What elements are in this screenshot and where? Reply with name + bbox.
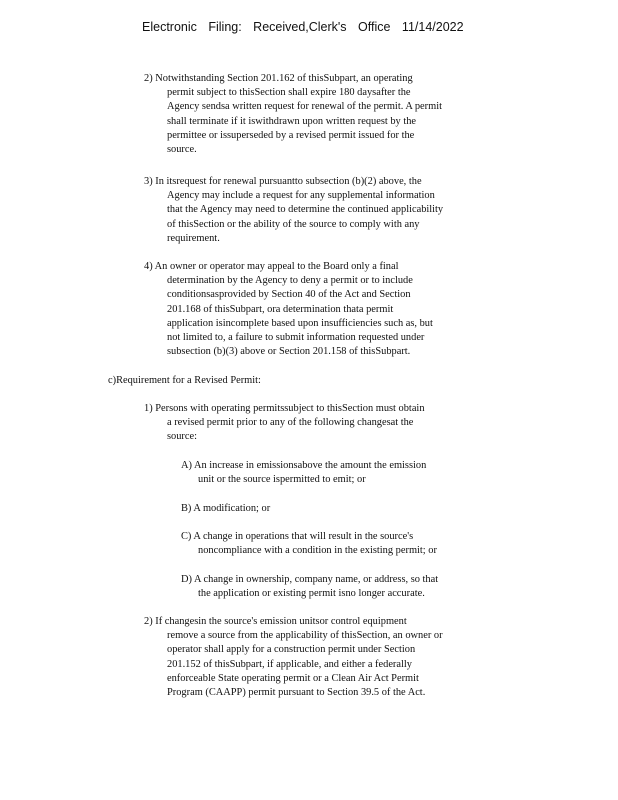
paragraph-b3 [144,175,443,246]
paragraph-b3-line: of thisSection or the ability of the source to comply with any [167,218,420,230]
subparagraph-c1c-line: noncompliance with a condition in the existing permit; or [198,545,437,557]
paragraph-b4-line: conditionsasprovided by Section 40 of the Act and Section [167,289,411,301]
paragraph-c1-line: a revised permit prior to any of the following changesat the [167,417,414,429]
electronic-filing-header: Electronic Filing: Received,Clerk's Office 11/14/2022 [142,20,464,34]
paragraph-b2 [144,72,442,157]
paragraph-b2-first-line: 2) Notwithstanding Section 201.162 of thisSubpart, an operating [144,73,413,84]
subparagraph-c1c [181,530,437,558]
subparagraph-c1d-first-line: D) A change in ownership, company name, or address, so that [181,574,439,585]
paragraph-b4-line: determination by the Agency to deny a permit or to include [167,275,413,287]
paragraph-b4-line: subsection (b)(3) above or Section 201.158 of thisSubpart. [167,346,411,358]
subparagraph-c1a-first-line: A) An increase in emissionsabove the amount the emission [181,460,427,471]
paragraph-b2-line: permit subject to thisSection shall expire 180 daysafter the [167,87,411,99]
subparagraph-c1b: B) A modification; or [181,503,271,514]
paragraph-c2-line: enforceable State operating permit or a Clean Air Act Permit [167,672,419,684]
subparagraph-c1d-line: the application or existing permit isno longer accurate. [198,588,425,600]
paragraph-b2-line: Agency sendsa written request for renewal of the permit. A permit [167,101,442,113]
paragraph-b4-line: application isincomplete based upon insufficiencies such as, but [167,317,433,329]
paragraph-c1 [144,402,425,445]
paragraph-b4-first-line: 4) An owner or operator may appeal to the Board only a final [144,261,399,272]
paragraph-c2 [144,615,443,700]
paragraph-b3-line: Agency may include a request for any supplemental information [167,190,435,202]
paragraph-b3-first-line: 3) In itsrequest for renewal pursuantto subsection (b)(2) above, the [144,176,422,187]
paragraph-b4-line: 201.168 of thisSubpart, ora determination thata permit [167,303,394,315]
paragraph-c1-line: source: [167,431,198,443]
paragraph-c2-line: 201.152 of thisSubpart, if applicable, and either a federally [167,658,412,670]
paragraph-c1-first-line: 1) Persons with operating permitssubject to thisSection must obtain [144,403,425,414]
paragraph-b2-line: source. [167,144,197,156]
paragraph-b3-line: that the Agency may need to determine the continued applicability [167,204,444,216]
paragraph-b2-line: shall terminate if it iswithdrawn upon written request by the [167,115,417,127]
paragraph-b4 [144,260,433,359]
subparagraph-c1a [181,459,426,487]
paragraph-c2-line: operator shall apply for a construction permit under Section [167,644,416,656]
paragraph-b4-line: not limited to, a failure to submit information requested under [167,332,425,344]
paragraph-b2-line: permittee or issuperseded by a revised permit issued for the [167,129,415,141]
paragraph-c2-line: Program (CAAPP) permit pursuant to Section 39.5 of the Act. [167,687,426,699]
section-c-heading: c)Requirement for a Revised Permit: [108,375,261,386]
subparagraph-c1d [181,573,438,601]
subparagraph-c1a-line: unit or the source ispermitted to emit; or [198,474,366,486]
paragraph-c2-line: remove a source from the applicability of thisSection, an owner or [167,630,443,642]
paragraph-c2-first-line: 2) If changesin the source's emission unitsor control equipment [144,616,407,627]
paragraph-b3-line: requirement. [167,232,220,244]
subparagraph-c1c-first-line: C) A change in operations that will result in the source's [181,531,414,542]
